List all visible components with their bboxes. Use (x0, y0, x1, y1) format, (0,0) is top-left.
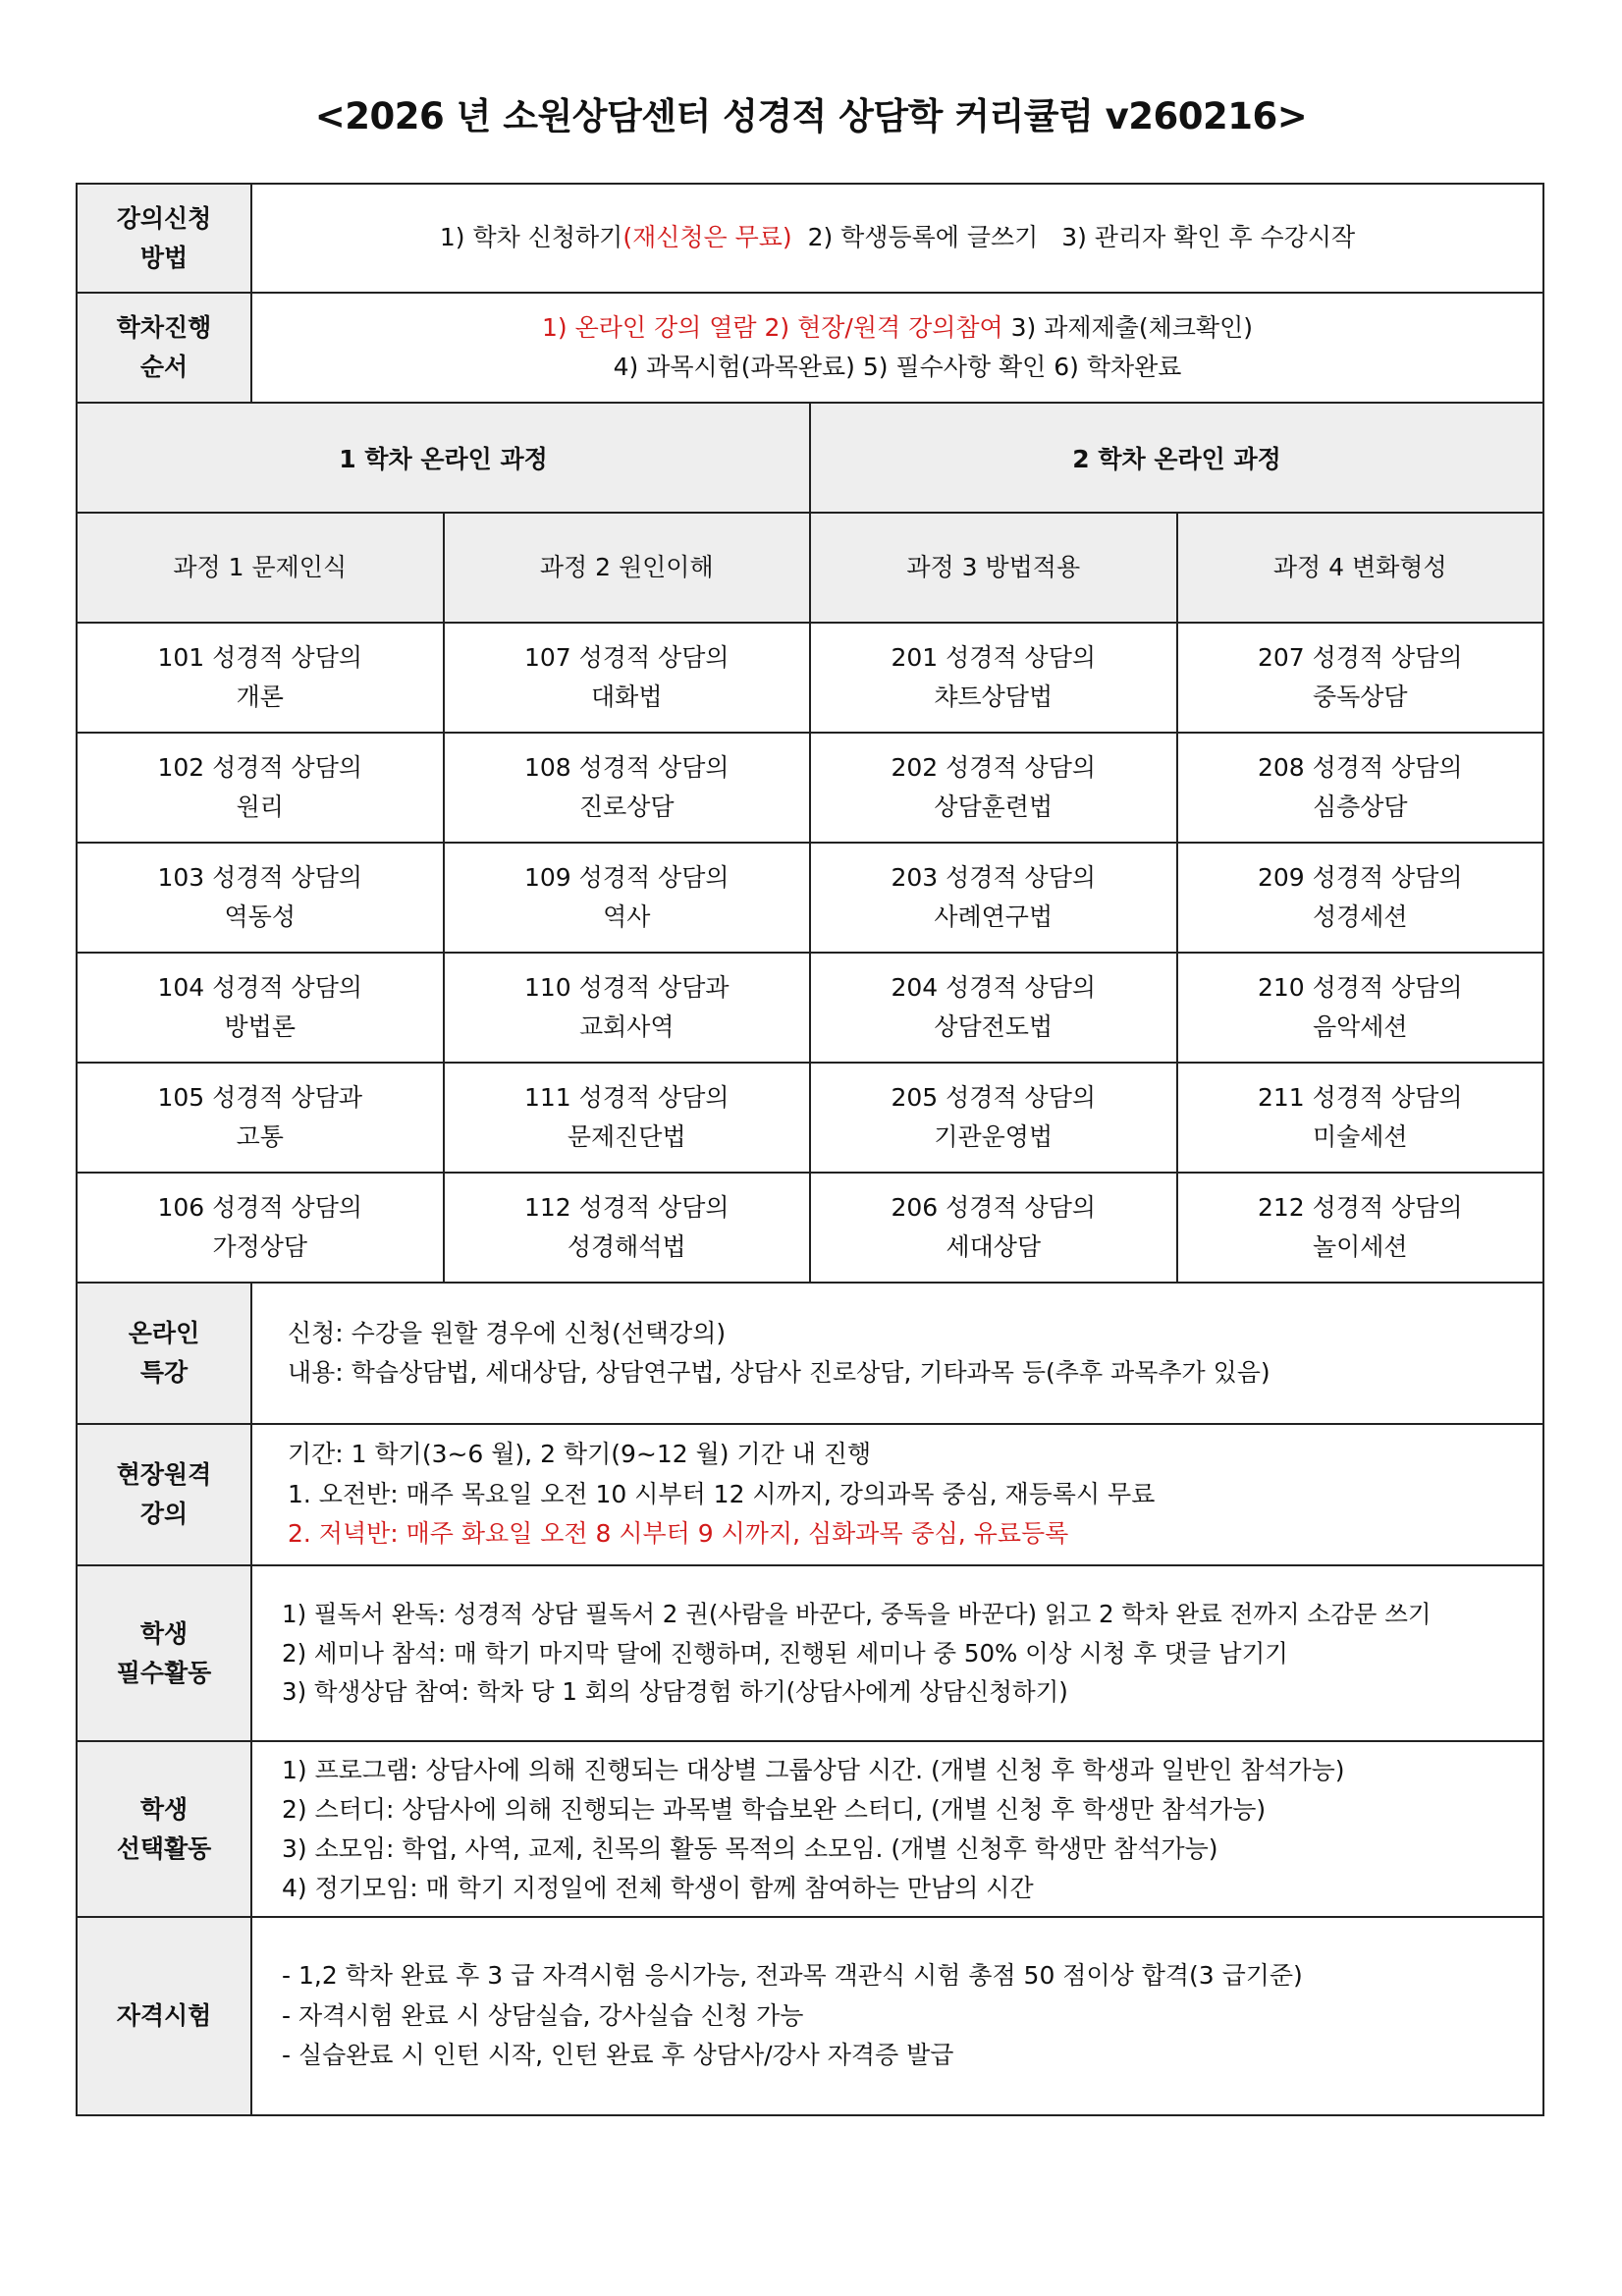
course-cell (78, 1064, 443, 1172)
course-subtitle: 상담훈련법 (934, 793, 1054, 821)
enroll-step1: 1) 학차 신청하기 (439, 223, 623, 252)
course-subtitle: 중독상담 (1312, 683, 1408, 711)
course-subtitle: 역사 (603, 902, 651, 931)
optional-line-3: 3) 소모임: 학업, 사역, 교제, 친목의 활동 목적의 소모임. (개별 신청후 학생만 참석가능) (282, 1833, 1218, 1863)
course-cell (78, 1174, 443, 1282)
course-code-title: 201 성경적 상담의 (891, 642, 1096, 672)
enroll-step1-note: (재신청은 무료) (622, 223, 792, 252)
optional-line-4: 4) 정기모임: 매 학기 지정일에 전체 학생이 함께 참여하는 만남의 시간 (282, 1873, 1034, 1902)
course-code-title: 106 성경적 상담의 (157, 1192, 362, 1222)
course-row (76, 1174, 1544, 1284)
course-code-title: 102 성경적 상담의 (157, 752, 362, 782)
course-code-title: 109 성경적 상담의 (523, 862, 730, 892)
cert-line-1: - 1,2 학차 완료 후 3 급 자격시험 응시가능, 전과목 객관식 시험 총점 50 점이상 합격(3 급기준) (282, 1961, 1303, 1991)
term-2-header: 2 학차 온라인 과정 (809, 404, 1542, 512)
onsite-line-2: 1. 오전반: 매주 목요일 오전 10 시부터 12 시까지, 강의과목 중심, 재등록시 무료 (288, 1479, 1156, 1508)
terms-row (76, 404, 1544, 514)
course-cell (1176, 954, 1543, 1062)
progress-label-2: 순서 (139, 353, 189, 381)
progress-line-1-red: 1) 온라인 강의 열람 2) 현장/원격 강의참여 (542, 312, 1003, 342)
course-subtitle: 상담전도법 (934, 1012, 1054, 1041)
course-cell (809, 954, 1176, 1062)
course-subtitle: 기관운영법 (934, 1122, 1054, 1151)
course-subtitle: 미술세션 (1312, 1122, 1408, 1151)
course-code-title: 112 성경적 상담의 (523, 1192, 730, 1222)
course-cell (78, 954, 443, 1062)
course-code-title: 107 성경적 상담의 (523, 642, 730, 672)
course-cell (78, 734, 443, 842)
progress-label-1: 학차진행 (116, 313, 212, 342)
course-head-4: 과정 4 변화형성 (1176, 514, 1543, 622)
course-subtitle: 역동성 (224, 902, 296, 931)
course-cell (443, 624, 810, 732)
special-line-2: 내용: 학습상담법, 세대상담, 상담연구법, 상담사 진로상담, 기타과목 등(추후 과목추가 있음) (288, 1358, 1271, 1387)
optional-line-2: 2) 스터디: 상담사에 의해 진행되는 과목별 학습보완 스터디, (개별 신청 후 학생만 참석가능) (282, 1794, 1267, 1824)
required-label-1: 학생 (139, 1618, 189, 1648)
course-subtitle: 성경해석법 (567, 1232, 686, 1261)
course-subtitle: 교회사역 (578, 1012, 675, 1041)
required-label-2: 필수활동 (116, 1658, 212, 1687)
course-row (76, 1064, 1544, 1174)
special-label-1: 온라인 (128, 1319, 200, 1347)
onsite-label-1: 현장원격 (116, 1460, 212, 1489)
optional-line-1: 1) 프로그램: 상담사에 의해 진행되는 대상별 그룹상담 시간. (개별 신청 후 학생과 일반인 참석가능) (282, 1755, 1345, 1784)
course-subtitle: 문제진단법 (567, 1122, 686, 1151)
course-cell (443, 844, 810, 952)
course-code-title: 206 성경적 상담의 (891, 1192, 1096, 1222)
course-code-title: 202 성경적 상담의 (891, 752, 1096, 782)
required-line-2: 2) 세미나 참석: 매 학기 마지막 달에 진행하며, 진행된 세미나 중 50% 이상 시청 후 댓글 남기기 (282, 1638, 1288, 1667)
enroll-step2: 2) 학생등록에 글쓰기 (807, 223, 1039, 252)
enroll-row (76, 183, 1544, 294)
course-row (76, 734, 1544, 844)
cert-content (252, 1918, 1542, 2114)
course-subtitle: 음악세션 (1312, 1012, 1408, 1041)
course-subtitle: 가정상담 (212, 1232, 308, 1261)
onsite-label-2: 강의 (139, 1500, 189, 1528)
course-cell (1176, 844, 1543, 952)
course-subtitle: 놀이세션 (1312, 1232, 1408, 1261)
special-line-1: 신청: 수강을 원할 경우에 신청(선택강의) (288, 1318, 727, 1347)
special-label (78, 1284, 252, 1423)
course-code-title: 103 성경적 상담의 (157, 862, 362, 892)
course-cell (78, 624, 443, 732)
cert-line-2: - 자격시험 완료 시 상담실습, 강사실습 신청 가능 (282, 2000, 804, 2030)
course-head-row (76, 514, 1544, 624)
optional-row (76, 1742, 1544, 1918)
course-code-title: 209 성경적 상담의 (1257, 862, 1463, 892)
course-subtitle: 심층상담 (1312, 793, 1408, 821)
special-content (252, 1284, 1542, 1423)
progress-label (78, 294, 252, 402)
enroll-content (252, 185, 1542, 292)
cert-row (76, 1918, 1544, 2116)
course-cell (78, 844, 443, 952)
course-cell (1176, 1174, 1543, 1282)
course-code-title: 203 성경적 상담의 (891, 862, 1096, 892)
progress-row (76, 294, 1544, 404)
course-cell (443, 954, 810, 1062)
course-subtitle: 진로상담 (578, 793, 675, 821)
course-code-title: 111 성경적 상담의 (523, 1082, 730, 1112)
enroll-steps (440, 218, 1355, 258)
course-cell (809, 734, 1176, 842)
course-code-title: 208 성경적 상담의 (1257, 752, 1463, 782)
course-subtitle: 개론 (236, 683, 284, 711)
progress-line-1-rest: 3) 과제제출(체크확인) (1010, 312, 1253, 342)
onsite-label (78, 1425, 252, 1564)
course-subtitle: 세대상담 (946, 1232, 1042, 1261)
course-cell (443, 1174, 810, 1282)
course-code-title: 212 성경적 상담의 (1257, 1192, 1463, 1222)
course-subtitle: 고통 (236, 1122, 284, 1151)
course-head-2: 과정 2 원인이해 (443, 514, 810, 622)
course-cell (1176, 624, 1543, 732)
onsite-row (76, 1425, 1544, 1566)
course-code-title: 108 성경적 상담의 (523, 752, 730, 782)
course-code-title: 104 성경적 상담의 (157, 972, 362, 1002)
course-subtitle: 챠트상담법 (934, 683, 1054, 711)
enroll-label-1: 강의신청 (116, 203, 212, 233)
optional-label-2: 선택활동 (116, 1833, 212, 1863)
course-head-1: 과정 1 문제인식 (78, 514, 443, 622)
course-row (76, 844, 1544, 954)
required-row (76, 1566, 1544, 1742)
progress-line-1 (542, 308, 1253, 349)
course-cell (809, 1064, 1176, 1172)
course-subtitle: 성경세션 (1312, 902, 1408, 931)
course-code-title: 205 성경적 상담의 (891, 1082, 1096, 1112)
course-subtitle: 원리 (236, 793, 284, 821)
course-subtitle: 대화법 (591, 683, 663, 711)
course-row (76, 954, 1544, 1064)
course-code-title: 204 성경적 상담의 (891, 972, 1096, 1002)
optional-label-1: 학생 (139, 1794, 189, 1824)
course-code-title: 210 성경적 상담의 (1257, 972, 1463, 1002)
course-subtitle: 사례연구법 (934, 902, 1054, 931)
optional-content (252, 1742, 1542, 1916)
course-code-title: 207 성경적 상담의 (1257, 642, 1463, 672)
required-content (252, 1566, 1542, 1740)
course-row (76, 624, 1544, 734)
course-cell (443, 734, 810, 842)
progress-content (252, 294, 1542, 402)
course-cell (809, 624, 1176, 732)
onsite-content (252, 1425, 1542, 1564)
cert-line-3: - 실습완료 시 인턴 시작, 인턴 완료 후 상담사/강사 자격증 발급 (282, 2041, 954, 2070)
special-row (76, 1284, 1544, 1425)
term-1-header: 1 학차 온라인 과정 (78, 404, 809, 512)
page-title: <2026 년 소원상담센터 성경적 상담학 커리큘럼 v260216> (314, 95, 1308, 137)
course-code-title: 105 성경적 상담과 (157, 1082, 362, 1112)
enroll-label-2: 방법 (139, 243, 189, 272)
optional-label (78, 1742, 252, 1916)
course-code-title: 101 성경적 상담의 (157, 642, 362, 672)
required-line-3: 3) 학생상담 참여: 학차 당 1 회의 상담경험 하기(상담사에게 상담신청하기) (282, 1677, 1068, 1707)
course-subtitle: 방법론 (224, 1012, 296, 1041)
special-label-2: 특강 (139, 1358, 189, 1387)
course-head-3: 과정 3 방법적용 (809, 514, 1176, 622)
course-cell (1176, 1064, 1543, 1172)
course-cell (809, 1174, 1176, 1282)
onsite-line-1: 기간: 1 학기(3~6 월), 2 학기(9~12 월) 기간 내 진행 (288, 1440, 872, 1469)
enroll-step3: 3) 관리자 확인 후 수강시작 (1061, 223, 1356, 252)
cert-label: 자격시험 (78, 1918, 252, 2114)
required-line-1: 1) 필독서 완독: 성경적 상담 필독서 2 권(사람을 바꾼다, 중독을 바꾼다) 읽고 2 학차 완료 전까지 소감문 쓰기 (282, 1599, 1432, 1628)
progress-line-2: 4) 과목시험(과목완료) 5) 필수사항 확인 6) 학차완료 (613, 353, 1182, 381)
course-code-title: 110 성경적 상담과 (523, 972, 730, 1002)
required-label (78, 1566, 252, 1740)
course-cell (809, 844, 1176, 952)
course-cell (1176, 734, 1543, 842)
curriculum-table (76, 183, 1544, 2116)
course-cell (443, 1064, 810, 1172)
enroll-label (78, 185, 252, 292)
course-code-title: 211 성경적 상담의 (1257, 1082, 1463, 1112)
onsite-line-3: 2. 저녁반: 매주 화요일 오전 8 시부터 9 시까지, 심화과목 중심, 유료등록 (288, 1519, 1069, 1549)
